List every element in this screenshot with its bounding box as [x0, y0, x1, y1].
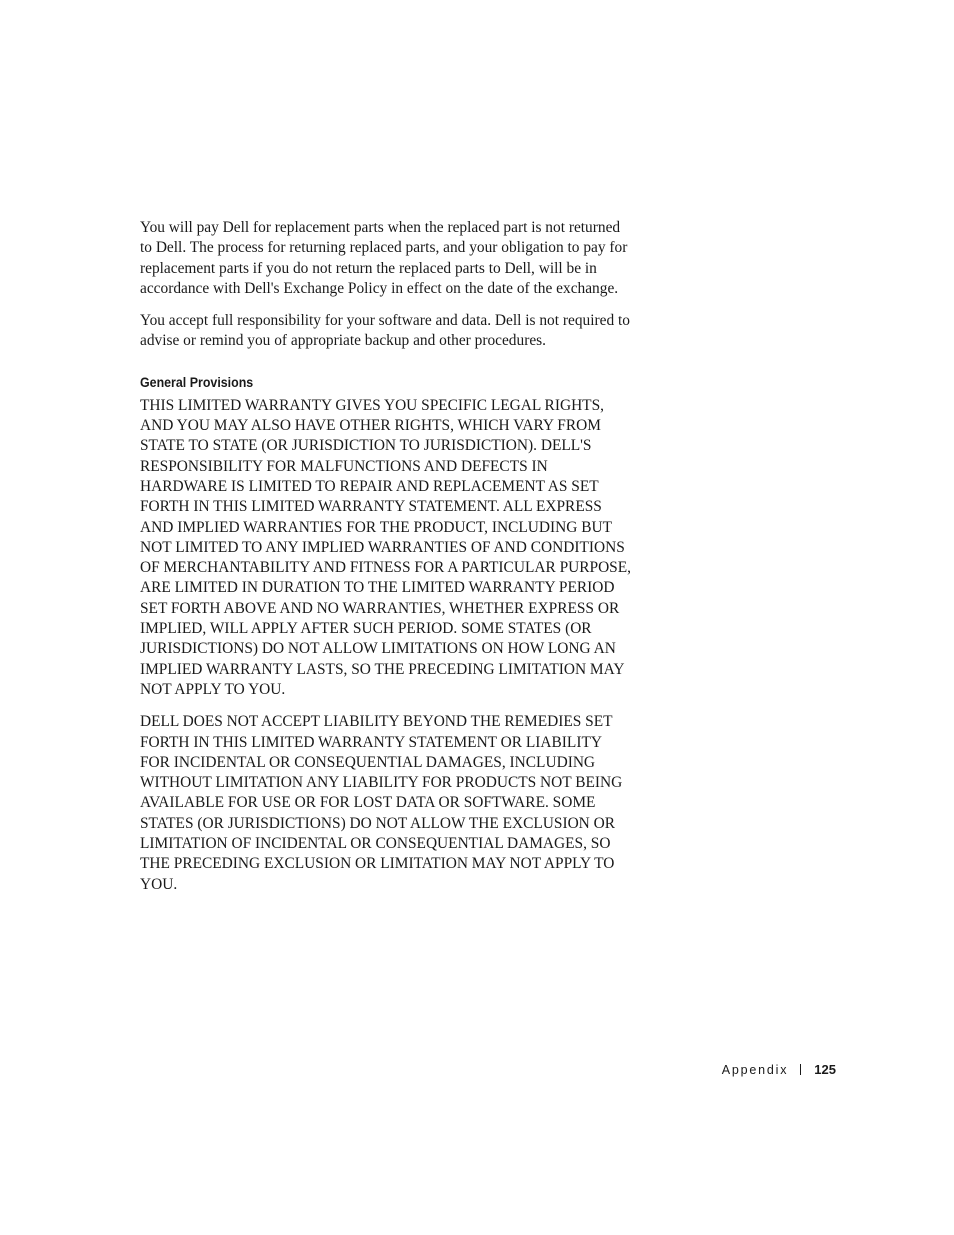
- paragraph-software-responsibility: You accept full responsibility for your software and data. Dell is not required to advise or remind you of appropriate backup and other procedures.: [140, 312, 630, 350]
- page-footer: [722, 1062, 836, 1077]
- footer-divider: [800, 1064, 801, 1075]
- document-body: [140, 218, 632, 907]
- footer-section-label: Appendix: [721, 1062, 789, 1077]
- paragraph-liability: DELL DOES NOT ACCEPT LIABILITY BEYOND THE REMEDIES SET FORTH IN THIS LIMITED WARRANTY STATEMENT OR LIABILITY FOR INCIDENTAL OR CONSEQUENTIAL DAMAGES, INCLUDING WITHOUT LIMITATION ANY LIABILITY FOR PRODUCTS NOT BEING AVAILABLE FOR USE OR FOR LOST DATA OR SOFTWARE. SOME STATES (OR JURISDICTIONS) DO NOT ALLOW THE EXCLUSION OR LIMITATION OF INCIDENTAL OR CONSEQUENTIAL DAMAGES, SO THE PRECEDING EXCLUSION OR LIMITATION MAY NOT APPLY TO YOU.: [140, 713, 623, 893]
- page-number: 125: [814, 1062, 836, 1077]
- paragraph-replacement-parts: You will pay Dell for replacement parts when the replaced part is not returned to Dell. The process for returning replaced parts, and your obligation to pay for replacement parts if you do not return the replaced parts to Dell, will be in accordance with Dell's Exchange Policy in effect on the date of the exchange.: [140, 219, 628, 297]
- paragraph-legal-rights: THIS LIMITED WARRANTY GIVES YOU SPECIFIC LEGAL RIGHTS, AND YOU MAY ALSO HAVE OTHER RIGHTS, WHICH VARY FROM STATE TO STATE (OR JURISDICTION TO JURISDICTION). DELL'S RESPONSIBILITY FOR MALFUNCTIONS AND DEFECTS IN HARDWARE IS LIMITED TO REPAIR AND REPLACEMENT AS SET FORTH IN THIS LIMITED WARRANTY STATEMENT. ALL EXPRESS AND IMPLIED WARRANTIES FOR THE PRODUCT, INCLUDING BUT NOT LIMITED TO ANY IMPLIED WARRANTIES OF AND CONDITIONS OF MERCHANTABILITY AND FITNESS FOR A PARTICULAR PURPOSE, ARE LIMITED IN DURATION TO THE LIMITED WARRANTY PERIOD SET FORTH ABOVE AND NO WARRANTIES, WHETHER EXPRESS OR IMPLIED, WILL APPLY AFTER SUCH PERIOD. SOME STATES (OR JURISDICTIONS) DO NOT ALLOW LIMITATIONS ON HOW LONG AN IMPLIED WARRANTY LASTS, SO THE PRECEDING LIMITATION MAY NOT APPLY TO YOU.: [140, 396, 631, 698]
- section-heading: General Provisions: [140, 374, 254, 390]
